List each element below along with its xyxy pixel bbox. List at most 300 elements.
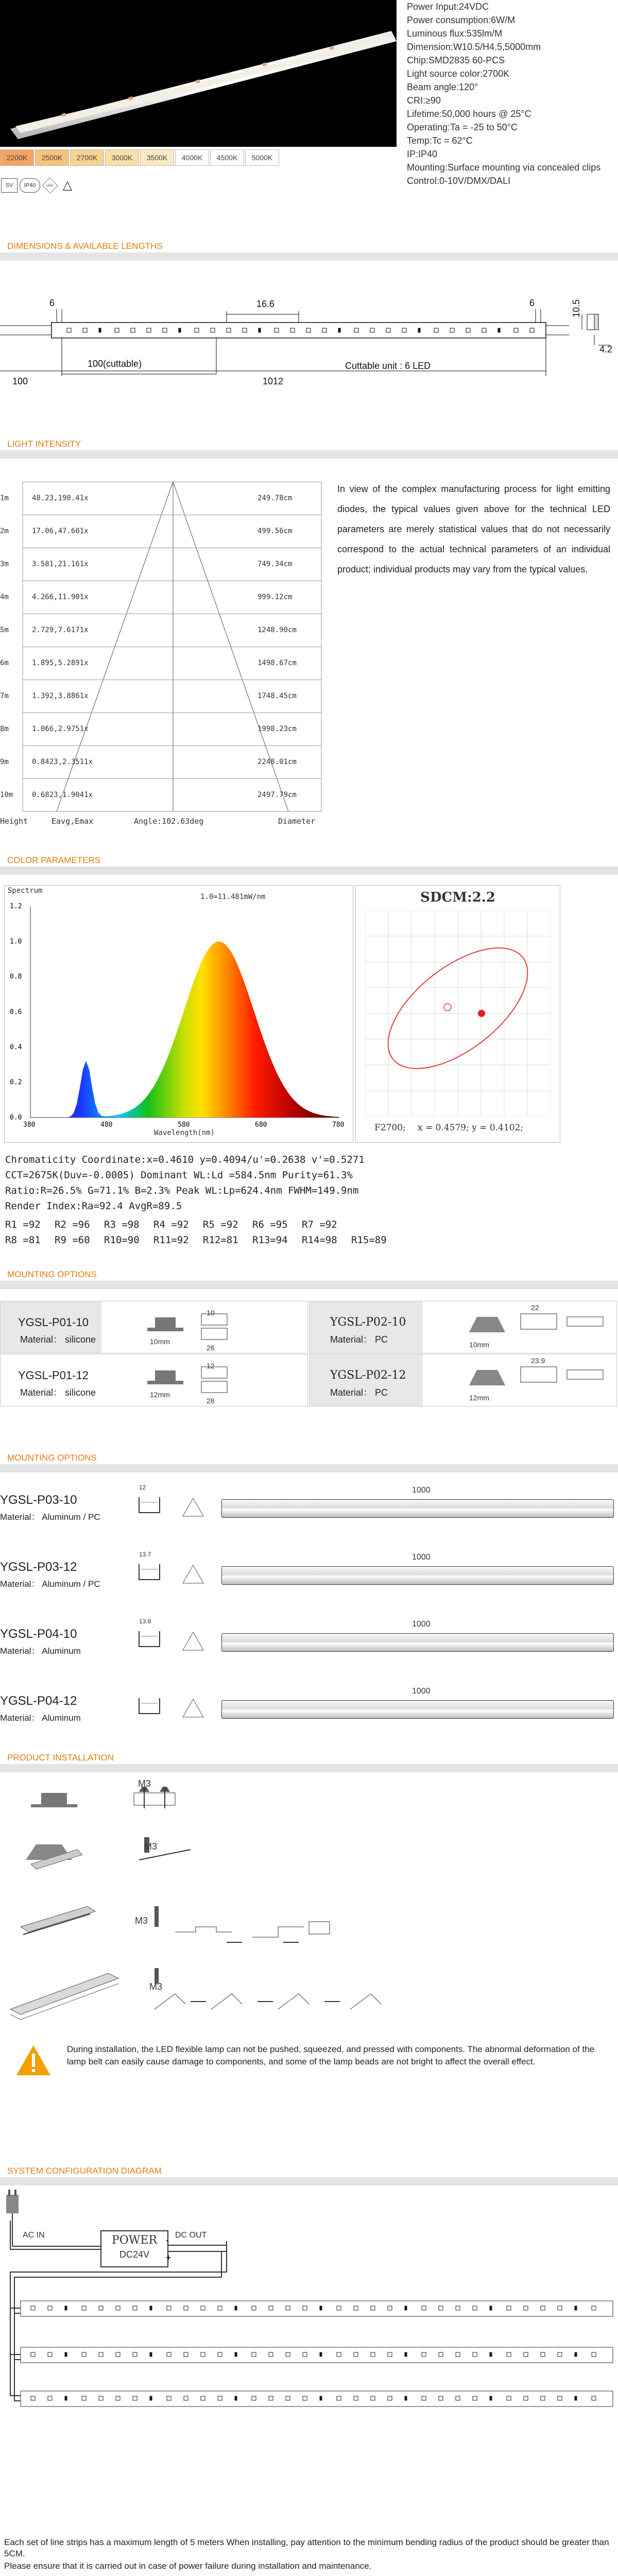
led-chip [201,2352,205,2357]
li-footer-lux: Eavg,Emax [52,817,94,826]
led-chip [115,328,119,332]
led-chip [184,2396,188,2400]
led-strip-image [0,0,397,147]
led-chip [201,2306,205,2310]
led-chip [507,2306,511,2310]
clip-size: 10mm [150,1337,170,1346]
led-chip [473,2352,477,2357]
li-height: 7m [0,692,9,700]
dc-out-label: DC OUT [175,2231,207,2240]
clip-item-p01-10 [0,1301,308,1353]
led-chip [490,2352,492,2357]
led-chip [150,2396,152,2400]
led-chip [320,2396,322,2400]
led-chip [439,2306,443,2310]
cct-option: 4500K [210,149,244,166]
ac-in-label: AC IN [23,2231,45,2240]
r-value: R14=98 [302,1234,337,1246]
section-title: PRODUCT INSTALLATION [7,1753,114,1762]
led-chip [48,2352,52,2357]
led-chip [473,2396,477,2400]
li-lux: 48.23,190.41x [32,494,89,502]
li-height: 10m [0,791,13,799]
led-chip [388,2396,392,2400]
spectrum-chart [4,885,353,1143]
cct-option: 2500K [35,149,69,166]
dimension-drawing [0,294,618,397]
clip-dim1: 12 [207,1362,215,1370]
led-chip [354,328,358,332]
led-chip [99,328,101,332]
r-value: R15=89 [351,1234,387,1246]
dim-left-length: 100 [12,376,28,386]
led-chip [269,2306,273,2310]
profile-bar [221,1566,614,1585]
led-chip [82,2352,86,2357]
led-chip [490,2396,492,2400]
led-chip [541,2352,545,2357]
led-chip [558,2306,562,2310]
spec-line: Operating:Ta = -25 to 50°C [407,122,518,132]
cert-led-icon: LED [42,178,58,194]
cct-option: 3000K [105,149,139,166]
warning-icon [15,2044,52,2076]
led-chip [184,2352,188,2357]
svg-text:+: + [166,2252,171,2263]
light-intensity-table [0,477,330,827]
screw-label-1: M3 [138,1778,151,1789]
led-chip [422,2306,426,2310]
dim-depth: 4.2 [599,344,613,354]
spec-line: Beam angle:120° [407,82,478,92]
clip-material: Material： silicone [20,1387,96,1398]
dim-height: 10.5 [571,299,582,318]
li-height: 4m [0,593,9,601]
spectrum-xtick: 380 [23,1121,36,1129]
led-chip [466,328,470,332]
r-value: R6 =95 [252,1219,288,1230]
led-chip [370,328,374,332]
led-chip [31,2352,35,2357]
profile-material: Material： Aluminum / PC [0,1512,100,1522]
clip-dim2: 26 [207,1344,215,1352]
clip-dim1: 10 [207,1309,215,1317]
cert-triangle-icon: △ [62,178,73,192]
li-diameter: 499.56cm [258,527,293,535]
li-height: 1m [0,494,9,502]
clip-dim2: 28 [207,1397,215,1405]
led-chip [286,2352,290,2357]
led-chip [227,328,231,332]
led-chip [31,2396,35,2400]
led-chip [371,2306,375,2310]
led-chip [337,2352,341,2357]
led-chip [303,2306,307,2310]
led-chip [65,2396,67,2400]
clip-material: Material： silicone [20,1334,96,1345]
led-chip [338,328,340,332]
led-chip [48,2396,52,2400]
led-chip [371,2396,375,2400]
li-footer-height: Height [0,817,28,826]
r-value: R2 =96 [55,1219,90,1230]
led-chip [490,2306,492,2310]
spectrum-title: Spectrum [8,887,43,895]
profile-material: Material： Aluminum [0,1646,81,1656]
installation-drawings [0,1772,618,2071]
profile-length: 1000 [412,1620,431,1629]
led-chip [274,328,279,332]
led-chip [65,2352,67,2357]
spectrum-plot [5,886,353,1142]
profile-bar [221,1633,614,1652]
led-chip [147,328,151,332]
led-chip [405,2306,407,2310]
led-chip [218,2306,222,2310]
li-height: 9m [0,758,9,766]
led-chip [195,328,199,332]
spec-list [407,0,613,188]
led-chip [286,2396,290,2400]
led-chip [456,2396,460,2400]
r-value: R1 =92 [5,1219,41,1230]
spectrum-ytick: 1.0 [10,938,22,946]
cct-options [0,149,279,166]
screw-label-3: M3 [135,1916,148,1926]
spec-line: CRI:≥90 [407,95,441,106]
dim-width-right: 6 [529,298,535,308]
led-chip [456,2306,460,2310]
led-chip [133,2352,137,2357]
led-chip [524,2396,528,2400]
profile-end-icon [180,1694,206,1720]
clip-model: YGSL-P01-10 [18,1316,89,1329]
cp-line-4: Render Index:Ra=92.4 AvgR=89.5 [5,1200,182,1212]
led-chip [65,2306,67,2310]
led-chip [530,328,534,332]
cert-ip40-icon: IP40 [20,178,40,193]
li-height: 3m [0,560,9,568]
profile-length: 1000 [412,1553,431,1562]
led-chip [422,2352,426,2357]
spectrum-xtick: 480 [100,1121,113,1129]
li-diameter: 999.12cm [258,593,293,601]
dim-width-left: 6 [49,298,55,308]
profile-section-icon [134,1693,165,1719]
section-title: DIMENSIONS & AVAILABLE LENGTHS [7,241,163,251]
led-chip [116,2352,120,2357]
led-chip [507,2352,511,2357]
led-chip [133,2396,137,2400]
spec-line: Lifetime:50,000 hours @ 25°C [407,109,531,119]
installation-warning: During installation, the LED flexible lamp can not be pushed, squeezed, and pressed with components. The abnormal deformation of the lamp belt can easily cause damage to components, and some of the lamp beads are not bright to affect the overall effect. [67,2044,595,2066]
r-value: R10=90 [104,1234,140,1246]
clip-item-p02-10 [309,1301,617,1353]
led-chip [131,328,135,332]
profile-length: 1000 [412,1687,431,1696]
led-chip [439,2396,443,2400]
profile-model: YGSL-P03-12 [0,1560,77,1574]
li-height: 8m [0,725,9,733]
led-chip [235,2352,237,2357]
clip-material: Material： PC [330,1334,388,1345]
led-chip [211,328,215,332]
cert-sv-icon: SV [1,178,18,193]
clip-model: YGSL-P01-12 [18,1369,89,1382]
sdcm-xy-label: x = 0.4579; y = 0.4102; [418,1123,524,1133]
spec-line: Power Input:24VDC [407,2,489,12]
li-height: 2m [0,527,9,535]
led-chip [507,2396,511,2400]
led-chip [306,328,311,332]
led-chip [405,2352,407,2357]
led-chip [482,328,486,332]
li-height: 5m [0,626,9,634]
voltage-label: DC24V [119,2249,150,2260]
led-chip [592,2352,596,2357]
li-diameter: 1248.90cm [258,626,297,634]
clip-size: 12mm [469,1394,489,1402]
clip-size: 12mm [150,1391,170,1399]
clip-size: 10mm [469,1341,489,1349]
dim-cut-unit: Cuttable unit : 6 LED [345,361,431,371]
profile-model: YGSL-P03-10 [0,1493,77,1507]
section-installation [0,1753,618,1763]
li-lux: 3.581,21.161x [32,560,89,568]
led-chip [116,2396,120,2400]
led-chip [402,328,406,332]
led-chip [524,2306,528,2310]
led-chip [575,2396,577,2400]
profile-end-icon [180,1627,206,1653]
led-chip [473,2306,477,2310]
li-lux: 1.066,2.9751x [32,725,89,733]
led-chip [218,2396,222,2400]
dim-pitch: 16.6 [256,299,275,309]
spec-line: Temp:Tc = 62°C [407,135,473,146]
r-value: R7 =92 [302,1219,337,1230]
led-chip [337,2396,341,2400]
system-note-1: Each set of line strips has a maximum length of 5 meters When installing, pay attention to the minimum bending radius of the product should be greater than 5CM. [4,2537,609,2558]
li-lux: 1.895,5.2891x [32,659,89,667]
spectrum-peak: 1.0=11.481mW/nm [200,893,266,901]
led-chip [99,2306,103,2310]
section-system-config [0,2166,618,2176]
led-chip [575,2306,577,2310]
led-chip [354,2352,358,2357]
section-mounting-clips [0,1269,618,1280]
spectrum-xlabel: Wavelength(nm) [154,1129,215,1137]
section-light-intensity [0,439,618,449]
led-chip [286,2306,290,2310]
led-chip [252,2352,256,2357]
clip-material: Material： PC [330,1387,388,1398]
r-value: R13=94 [252,1234,288,1246]
r-value: R5 =92 [203,1219,238,1230]
r-value: R9 =60 [55,1234,90,1246]
led-chip [150,2306,152,2310]
led-chip [337,2306,341,2310]
r-value: R12=81 [203,1234,238,1246]
light-intensity-note: In view of the complex manufacturing process for light emitting diodes, the typical values given above for the technical LED parameters are merely statistical values that do not necessarily correspond to the actual technical parameters of an individual product; individual products may vary from the typical values. [337,484,610,574]
led-chip [243,328,247,332]
led-chip [303,2396,307,2400]
li-diameter: 1498.67cm [258,659,297,667]
spectrum-xtick: 780 [332,1121,345,1129]
sdcm-value: SDCM:2.2 [420,890,495,905]
spec-line: Luminous flux:535lm/M [407,28,503,39]
led-chip [133,2306,137,2310]
li-lux: 17.06,47.601x [32,527,89,535]
led-chip [303,2352,307,2357]
led-chip [167,2306,171,2310]
led-chip [82,2306,86,2310]
li-lux: 2.729,7.6171x [32,626,89,634]
profile-dim: 13.7 [139,1551,151,1558]
section-color-parameters [0,855,618,866]
led-chip [592,2306,596,2310]
clip-item-p02-12 [309,1354,617,1406]
led-chip [575,2352,577,2357]
section-title: COLOR PARAMETERS [7,855,101,865]
spectrum-ytick: 0.0 [10,1114,22,1122]
profile-dim: 12 [139,1484,146,1491]
spectrum-ytick: 0.2 [10,1078,22,1087]
section-title: SYSTEM CONFIGURATION DIAGRAM [7,2166,162,2176]
profile-bar [221,1700,614,1719]
li-lux: 1.392,3.8861x [32,692,89,700]
profile-material: Material： Aluminum / PC [0,1579,100,1589]
clip-item-p01-12 [0,1354,308,1406]
profile-section-icon [134,1626,165,1652]
led-chip [456,2352,460,2357]
li-diameter: 749.34cm [258,560,293,568]
spectrum-ytick: 1.2 [10,903,22,910]
led-chip [354,2306,358,2310]
led-chip [235,2306,237,2310]
section-mounting-profiles [0,1453,618,1463]
led-chip [386,328,390,332]
profile-end-icon [180,1560,206,1586]
cct-option: 2200K [0,149,34,166]
li-footer-angle: Angle:102.63deg [134,817,204,826]
profile-bar [221,1499,614,1518]
led-chip [167,2352,171,2357]
profile-section-icon [134,1492,165,1518]
li-lux: 0.8423,2.3511x [32,758,93,766]
led-chip [498,328,500,332]
led-chip [116,2306,120,2310]
led-chip [269,2352,273,2357]
li-lux: 4.266,11.901x [32,593,89,601]
li-diameter: 2248.01cm [258,758,297,766]
led-chip [82,2396,86,2400]
led-chip [163,328,167,332]
screw-label-4: M3 [149,1981,163,1992]
led-chip [388,2352,392,2357]
spectrum-ytick: 0.4 [10,1043,22,1052]
cp-line-2: CCT=2675K(Duv=-0.0005) Dominant WL:Ld =584.5nm Purity=61.3% [5,1170,353,1181]
screw-label-2: M3 [144,1841,158,1852]
led-chip [184,2306,188,2310]
led-chip [150,2352,152,2357]
profile-dim: 13.8 [139,1618,151,1625]
led-chip [290,328,295,332]
section-dimensions [0,241,618,251]
li-diameter: 1998.23cm [258,725,297,733]
led-chip [179,328,181,332]
led-chip [418,328,420,332]
r-value: R3 =98 [104,1219,140,1230]
spec-line: Mounting:Surface mounting via concealed clips [407,162,601,173]
led-chip [67,328,71,332]
led-chip [201,2396,205,2400]
profile-model: YGSL-P04-10 [0,1627,77,1641]
li-footer-diameter: Diameter [278,817,316,826]
led-chip [320,2306,322,2310]
profile-end-icon [180,1493,206,1519]
clip-dim1: 22 [531,1303,539,1312]
spec-line: Power consumption:6W/M [407,15,516,25]
spec-line: Light source color:2700K [407,69,510,79]
li-diameter: 1748.45cm [258,692,297,700]
cct-option: 3500K [140,149,174,166]
led-chip [592,2396,596,2400]
product-photo [0,0,397,147]
sdcm-plot [365,910,551,1116]
power-label: POWER [111,2234,158,2247]
led-chip [218,2352,222,2357]
spec-line: Chip:SMD2835 60-PCS [407,55,505,65]
li-diameter: 249.78cm [258,494,293,502]
cp-line-3: Ratio:R=26.5% G=71.1% B=2.3% Peak WL:Lp=624.4nm FWHM=149.9nm [5,1185,359,1196]
led-chip [439,2352,443,2357]
led-chip [514,328,518,332]
led-chip [83,328,87,332]
sdcm-chart [355,885,560,1143]
r-value: R11=92 [153,1234,189,1246]
svg-text:-: - [166,2235,169,2245]
led-chip [252,2396,256,2400]
led-chip [434,328,438,332]
led-chip [524,2352,528,2357]
led-chip [558,2396,562,2400]
spec-line: Dimension:W10.5/H4.5,5000mm [407,42,541,52]
led-chip [388,2306,392,2310]
li-lux: 0.6823,1.9041x [32,791,93,799]
profile-material: Material： Aluminum [0,1713,81,1723]
profile-section-icon [134,1559,165,1585]
section-title: MOUNTING OPTIONS [7,1269,97,1279]
cct-option: 5000K [245,149,279,166]
spectrum-ytick: 0.8 [10,973,22,981]
system-diagram [0,2190,618,2478]
clip-dim1: 23.9 [531,1357,545,1365]
profile-length: 1000 [412,1486,431,1495]
spec-line: Control:0-10V/DMX/DALI [407,176,511,186]
spectrum-xtick: 580 [178,1121,190,1129]
system-note-2: Please ensure that it is carried out in case of power failure during installation and maintenance. [4,2561,372,2571]
led-chip [422,2396,426,2400]
led-chip [354,2396,358,2400]
led-chip [322,328,327,332]
led-chip [48,2306,52,2310]
cct-option: 2700K [70,149,104,166]
r-value: R8 =81 [5,1234,41,1246]
led-chip [252,2306,256,2310]
spectrum-ytick: 0.6 [10,1008,22,1016]
led-chip [99,2396,103,2400]
